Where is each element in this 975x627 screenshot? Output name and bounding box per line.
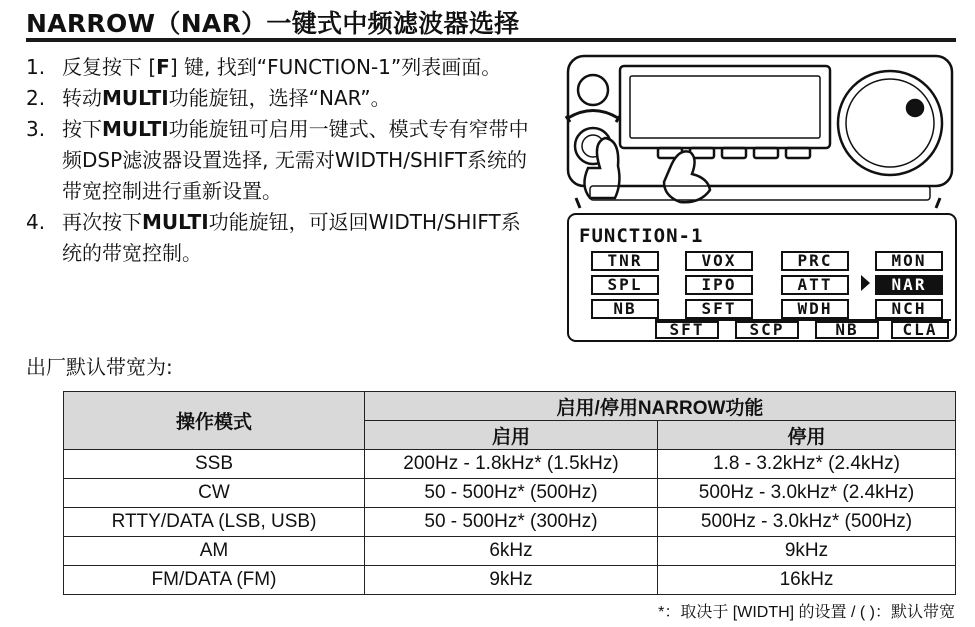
main-dial — [838, 71, 942, 175]
header-off: 停用 — [658, 421, 956, 450]
lcd-key-prc: PRC — [781, 251, 849, 271]
lcd-key-nb: NB — [591, 299, 659, 319]
step-text: ] 键, 找到“FUNCTION-1”列表画面。 — [169, 55, 502, 79]
page-title: NARROW（NAR）一键式中频滤波器选择 — [26, 9, 520, 38]
radio-display — [620, 66, 830, 148]
step-text: F — [156, 55, 170, 79]
lcd-panel — [567, 213, 957, 342]
title-rule — [26, 38, 956, 42]
lcd-bottom-key-nb: NB — [815, 321, 879, 339]
step-item — [26, 52, 536, 83]
header-mode: 操作模式 — [64, 392, 365, 450]
lcd-key-mon: MON — [875, 251, 943, 271]
cell-on: 200Hz - 1.8kHz* (1.5kHz) — [365, 450, 658, 479]
table-row — [64, 479, 956, 508]
step-text: MULTI — [142, 210, 209, 234]
header-on: 启用 — [365, 421, 658, 450]
lcd-bottom-key-sft: SFT — [655, 321, 719, 339]
step-text: 功能旋钮可启用一键式、模式专有窄带中频DSP滤波器设置选择, 无需对WIDTH/SHIFT系统的带宽控制进行重新设置。 — [62, 117, 529, 203]
steps-list — [26, 52, 536, 269]
small-knob — [578, 75, 608, 105]
bandwidth-table — [63, 391, 956, 595]
cell-off: 1.8 - 3.2kHz* (2.4kHz) — [658, 450, 956, 479]
step-text: 再次按下 — [62, 210, 142, 234]
step-text: MULTI — [102, 117, 169, 141]
selection-pointer-icon — [861, 275, 870, 291]
cell-on: 9kHz — [365, 566, 658, 595]
lcd-bottom-key-cla: CLA — [891, 321, 949, 339]
step-item — [26, 114, 536, 207]
cell-mode: RTTY/DATA (LSB, USB) — [64, 508, 365, 537]
step-item — [26, 207, 536, 269]
table-row — [64, 508, 956, 537]
table-row — [64, 450, 956, 479]
cell-on: 50 - 500Hz* (300Hz) — [365, 508, 658, 537]
table-row — [64, 537, 956, 566]
lcd-key-wdh: WDH — [781, 299, 849, 319]
step-number: 4. — [26, 210, 46, 234]
cell-on: 50 - 500Hz* (500Hz) — [365, 479, 658, 508]
lcd-bottom-key-scp: SCP — [735, 321, 799, 339]
lcd-title: FUNCTION-1 — [579, 225, 704, 247]
step-text: 反复按下 [ — [62, 55, 157, 79]
footnote: *：取决于 [WIDTH] 的设置 / ( )：默认带宽 — [658, 604, 955, 621]
step-text: 功能旋钮，可返回WIDTH/SHIFT系统的带宽控制。 — [62, 210, 521, 265]
cell-off: 9kHz — [658, 537, 956, 566]
cell-on: 6kHz — [365, 537, 658, 566]
lcd-key-att: ATT — [781, 275, 849, 295]
cell-mode: AM — [64, 537, 365, 566]
cell-off: 16kHz — [658, 566, 956, 595]
table-row — [64, 566, 956, 595]
step-number: 1. — [26, 55, 46, 79]
lcd-key-vox: VOX — [685, 251, 753, 271]
cell-off: 500Hz - 3.0kHz* (500Hz) — [658, 508, 956, 537]
step-text: 功能旋钮，选择“NAR”。 — [168, 86, 391, 110]
cell-mode: FM/DATA (FM) — [64, 566, 365, 595]
lcd-key-sft: SFT — [685, 299, 753, 319]
table-body — [64, 450, 956, 595]
step-text: 转动 — [62, 86, 102, 110]
default-bandwidth-label: 出厂默认带宽为: — [26, 355, 173, 379]
lcd-key-spl: SPL — [591, 275, 659, 295]
lcd-key-nch: NCH — [875, 299, 943, 319]
step-text: MULTI — [102, 86, 169, 110]
lcd-key-tnr: TNR — [591, 251, 659, 271]
cell-mode: CW — [64, 479, 365, 508]
step-item — [26, 83, 536, 114]
step-number: 3. — [26, 117, 46, 141]
step-text: 按下 — [62, 117, 102, 141]
step-number: 2. — [26, 86, 46, 110]
cell-off: 500Hz - 3.0kHz* (2.4kHz) — [658, 479, 956, 508]
radio-illustration — [560, 48, 960, 210]
lcd-key-ipo: IPO — [685, 275, 753, 295]
lcd-key-nar: NAR — [875, 275, 943, 295]
header-narrow: 启用/停用NARROW功能 — [365, 392, 956, 421]
cell-mode: SSB — [64, 450, 365, 479]
